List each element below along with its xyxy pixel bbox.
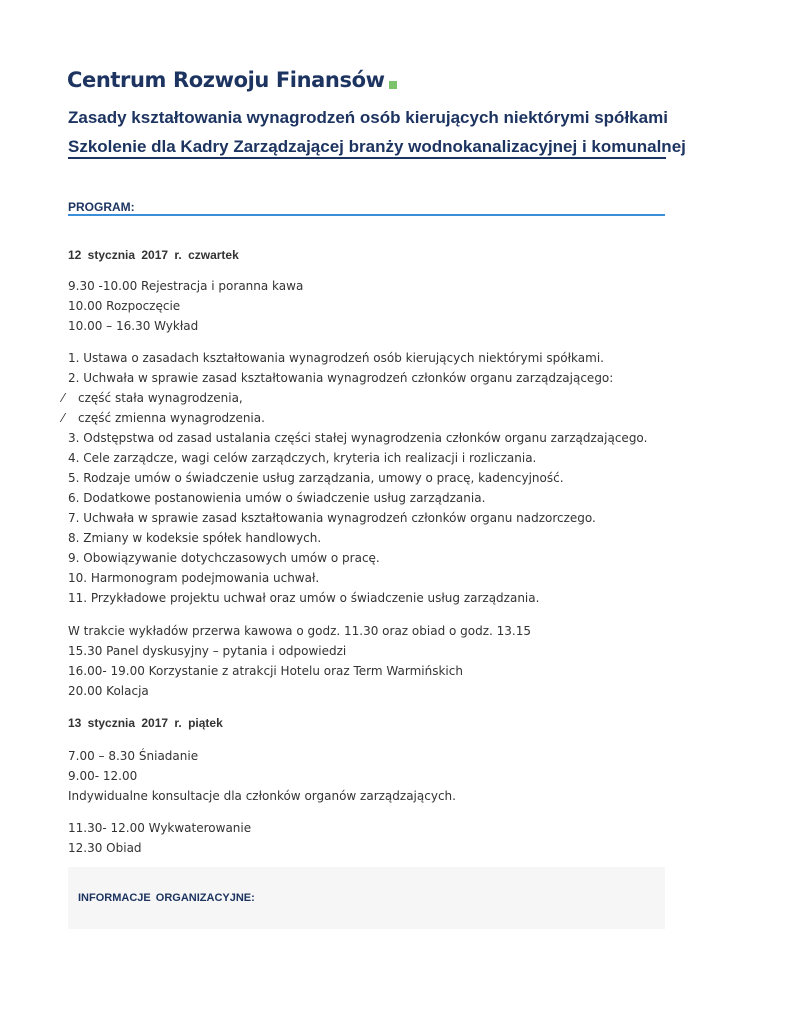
schedule-item: 15.30 Panel dyskusyjny – pytania i odpowiedzi xyxy=(68,644,347,658)
schedule-item: 10.00 – 16.30 Wykład xyxy=(68,319,199,333)
lecture-topics xyxy=(62,348,647,608)
schedule-item: 9.30 -10.00 Rejestracja i poranna kawa xyxy=(68,279,304,293)
schedule-item: 20.00 Kolacja xyxy=(68,684,149,698)
schedule-item: 11.30- 12.00 Wykwaterowanie xyxy=(68,821,252,835)
topic-subitem-text: część stała wynagrodzenia, xyxy=(78,391,243,405)
topic-item: 10. Harmonogram podejmowania uchwał. xyxy=(68,571,320,585)
slash-bullet-icon: ⁄ xyxy=(62,391,65,405)
program-divider xyxy=(68,214,665,216)
topic-subitem-text: część zmienna wynagrodzenia. xyxy=(78,411,265,425)
program-heading: PROGRAM: xyxy=(68,200,135,214)
schedule-item: 7.00 – 8.30 Śniadanie xyxy=(68,749,199,763)
day-2-closing xyxy=(68,818,251,858)
topic-item: 3. Odstępstwa od zasad ustalania części stałej wynagrodzenia członków organu zarządzającego. xyxy=(68,431,648,445)
slash-bullet-icon: ⁄ xyxy=(62,411,65,425)
schedule-item: 12.30 Obiad xyxy=(68,841,142,855)
schedule-item: W trakcie wykładów przerwa kawowa o godz. 11.30 oraz obiad o godz. 13.15 xyxy=(68,624,532,638)
day-2-heading: 13 stycznia 2017 r. piątek xyxy=(68,716,223,730)
topic-item: 4. Cele zarządcze, wagi celów zarządczych, kryteria ich realizacji i rozliczania. xyxy=(68,451,537,465)
topic-item: 8. Zmiany w kodeksie spółek handlowych. xyxy=(68,531,322,545)
topic-item: 9. Obowiązywanie dotychczasowych umów o pracę. xyxy=(68,551,380,565)
topic-item: 5. Rodzaje umów o świadczenie usług zarządzania, umowy o pracę, kadencyjność. xyxy=(68,471,564,485)
schedule-item: 9.00- 12.00 xyxy=(68,769,138,783)
brand-name: Centrum Rozwoju Finansów xyxy=(67,68,385,92)
day-1-afternoon xyxy=(68,621,531,701)
day-1-heading: 12 stycznia 2017 r. czwartek xyxy=(68,248,239,262)
info-heading: INFORMACJE ORGANIZACYJNE: xyxy=(78,892,255,904)
day-2-schedule xyxy=(68,746,456,806)
topic-item: 6. Dodatkowe postanowienia umów o świadczenie usług zarządzania. xyxy=(68,491,486,505)
topic-subitem xyxy=(62,388,647,408)
title-divider xyxy=(68,157,666,159)
topic-subitem xyxy=(62,408,647,428)
topic-item: 7. Uchwała w sprawie zasad kształtowania wynagrodzeń członków organu nadzorczego. xyxy=(68,511,596,525)
topic-item: 1. Ustawa o zasadach kształtowania wynagrodzeń osób kierujących niektórymi spółkami. xyxy=(68,351,604,365)
schedule-item: 10.00 Rozpoczęcie xyxy=(68,299,181,313)
topic-item: 2. Uchwała w sprawie zasad kształtowania wynagrodzeń członków organu zarządzającego: xyxy=(68,371,614,385)
day-1-schedule xyxy=(68,276,303,336)
brand-mark-icon xyxy=(389,81,397,89)
topic-item: 11. Przykładowe projektu uchwał oraz umów o świadczenie usług zarządzania. xyxy=(68,591,540,605)
document-title: Zasady kształtowania wynagrodzeń osób kierujących niektórymi spółkami xyxy=(68,108,668,127)
schedule-item: 16.00- 19.00 Korzystanie z atrakcji Hotelu oraz Term Warmińskich xyxy=(68,664,463,678)
brand-logo xyxy=(67,64,397,92)
document-subtitle: Szkolenie dla Kadry Zarządzającej branży wodnokanalizacyjnej i komunalnej xyxy=(68,137,686,156)
schedule-item: Indywidualne konsultacje dla członków organów zarządzających. xyxy=(68,789,456,803)
info-panel xyxy=(68,867,665,929)
